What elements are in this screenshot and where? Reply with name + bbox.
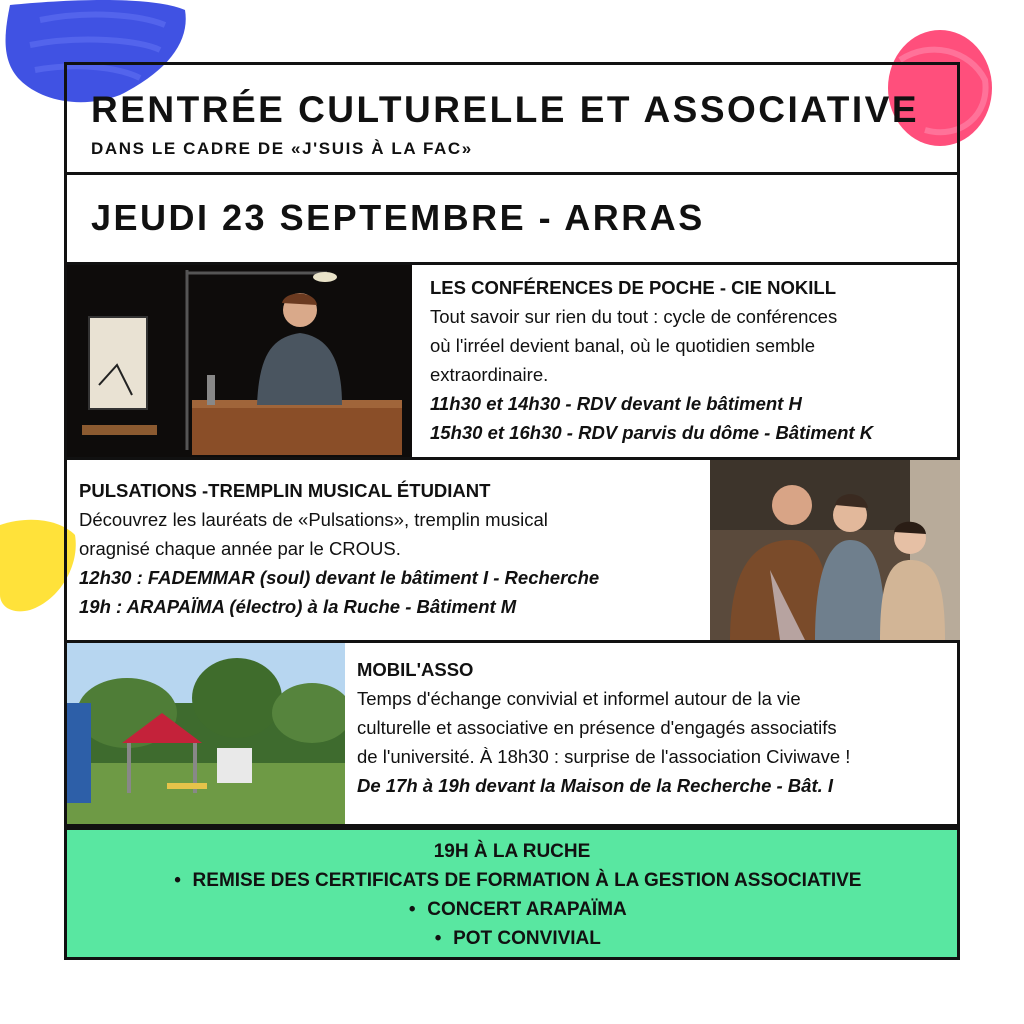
event-2-schedule-line: 19h : ARAPAÏMA (électro) à la Ruche - Bâtiment M xyxy=(79,596,517,617)
event-1-schedule-line: 11h30 et 14h30 - RDV devant le bâtiment H xyxy=(430,393,802,414)
event-1-schedule-line: 15h30 et 16h30 - RDV parvis du dôme - Bâtiment K xyxy=(430,422,874,443)
event-2-schedule-line: 12h30 : FADEMMAR (soul) devant le bâtiment I - Recherche xyxy=(79,567,600,588)
evening-item xyxy=(67,895,957,924)
page-subtitle: DANS LE CADRE DE «J'SUIS À LA FAC» xyxy=(91,139,473,158)
event-3-title: MOBIL'ASSO xyxy=(357,659,474,680)
bullet: • xyxy=(434,928,442,949)
event-3-desc-line: Temps d'échange convivial et informel autour de la vie xyxy=(357,688,801,709)
event-1-desc-line: Tout savoir sur rien du tout : cycle de conférences xyxy=(430,306,838,327)
photo-students-group xyxy=(710,460,960,640)
evening-item-label: CONCERT ARAPAÏMA xyxy=(427,899,627,920)
event-3-schedule-line: De 17h à 19h devant la Maison de la Recherche - Bât. I xyxy=(357,775,834,796)
bullet: • xyxy=(408,899,416,920)
event-date: JEUDI 23 SEPTEMBRE - ARRAS xyxy=(91,197,705,238)
event-1-title: LES CONFÉRENCES DE POCHE - CIE NOKILL xyxy=(430,277,837,298)
evening-item xyxy=(67,924,957,953)
event-3-text xyxy=(357,655,850,800)
event-2-desc-line: oragnisé chaque année par le CROUS. xyxy=(79,538,401,559)
date-box xyxy=(64,175,960,265)
photo-conference-speaker xyxy=(67,265,412,457)
event-1-desc-line: extraordinaire. xyxy=(430,364,549,385)
event-3-desc-line: de l'université. À 18h30 : surprise de l'association Civiwave ! xyxy=(357,746,851,767)
event-pulsations xyxy=(64,460,960,643)
evening-program-box xyxy=(64,827,960,960)
event-3-desc-line: culturelle et associative en présence d'engagés associatifs xyxy=(357,717,837,738)
evening-item-label: REMISE DES CERTIFICATS DE FORMATION À LA GESTION ASSOCIATIVE xyxy=(192,870,862,891)
photo-outdoor-stand xyxy=(67,643,345,824)
evening-item-label: POT CONVIVIAL xyxy=(453,928,601,949)
event-2-desc-line: Découvrez les lauréats de «Pulsations», tremplin musical xyxy=(79,509,548,530)
event-2-text xyxy=(79,476,599,621)
event-2-title: PULSATIONS -TREMPLIN MUSICAL ÉTUDIANT xyxy=(79,480,491,501)
event-conferences xyxy=(64,265,960,460)
event-mobil-asso xyxy=(64,643,960,827)
evening-item xyxy=(67,866,957,895)
evening-heading: 19H À LA RUCHE xyxy=(433,841,591,862)
header-box xyxy=(64,62,960,175)
event-1-desc-line: où l'irréel devient banal, où le quotidien semble xyxy=(430,335,816,356)
bullet: • xyxy=(174,870,181,891)
page-title: RENTRÉE CULTURELLE ET ASSOCIATIVE xyxy=(91,89,920,130)
event-1-text xyxy=(430,273,873,447)
